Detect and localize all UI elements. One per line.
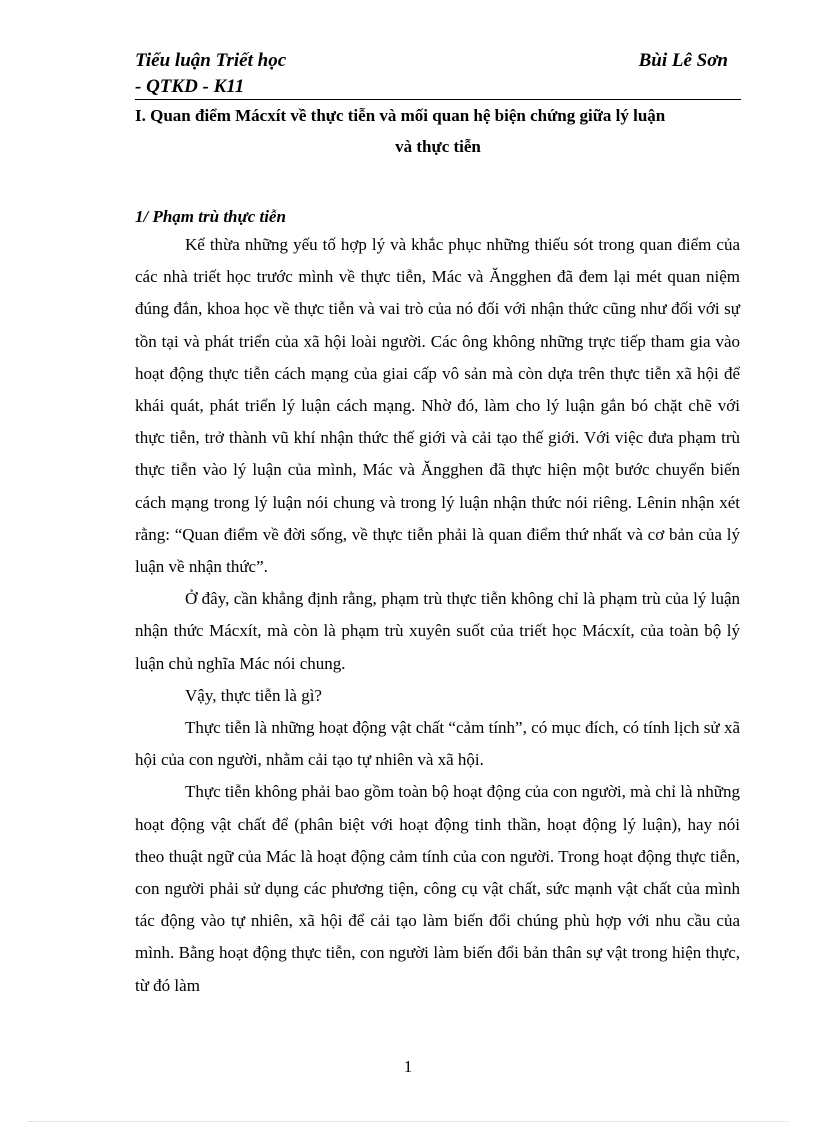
page-header xyxy=(135,50,740,100)
paragraph: Ở đây, cần khẳng định rằng, phạm trù thực tiễn không chỉ là phạm trù của lý luận nhận thức Mácxít, mà còn là phạm trù xuyên suốt của triết học Mácxít, của toàn bộ lý luận chủ nghĩa Mác nói chung. xyxy=(135,589,740,673)
paragraph: Vậy, thực tiễn là gì? xyxy=(185,685,322,705)
header-course-title: Tiểu luận Triết học xyxy=(135,50,287,71)
page-bottom-divider xyxy=(28,1121,788,1122)
chapter-title-line1: I. Quan điểm Mácxít về thực tiễn và mối quan hệ biện chứng giữa lý luận xyxy=(135,106,666,125)
chapter-title-line2: và thực tiễn xyxy=(395,137,481,156)
paragraph: Kế thừa những yếu tố hợp lý và khắc phục những thiếu sót trong quan điểm của các nhà triết học trước mình về thực tiễn, Mác và Ăngghen đã đem lại mét quan niệm đúng đắn, khoa học về thực tiễn và vai trò của nó đối với nhận thức cũng như đối với sự tồn tại và phát triển của xã hội loài người. Các ông không những trực tiếp tham gia vào hoạt động thực tiễn cách mạng của giai cấp vô sản mà còn dựa trên thực tiễn xã hội để khái quát, phát triển lý luận cách mạng. Nhờ đó, làm cho lý luận gắn bó chặt chẽ với thực tiễn, trở thành vũ khí nhận thức thế giới và cải tạo thế giới. Với việc đưa phạm trù thực tiễn vào lý luận của mình, Mác và Ăngghen đã thực hiện một bước chuyển biến cách mạng trong lý luận nói chung và trong lý luận nhận thức nói riêng. Lênin nhận xét rằng: “Quan điểm về đời sống, về thực tiễn phải là quan điểm thứ nhất và cơ bản của lý luận về nhận thức”. xyxy=(135,235,740,577)
chapter-title xyxy=(135,100,741,162)
body-text xyxy=(135,229,740,1002)
page-number: 1 xyxy=(403,1057,413,1076)
header-class-code: - QTKD - K11 xyxy=(135,76,245,97)
header-author: Bùi Lê Sơn xyxy=(638,50,728,71)
section-heading: 1/ Phạm trù thực tiễn xyxy=(135,207,286,226)
paragraph: Thực tiễn không phải bao gồm toàn bộ hoạt động của con người, mà chỉ là những hoạt động vật chất để (phân biệt với hoạt động tinh thần, hoạt động lý luận), hay nói theo thuật ngữ của Mác là hoạt động cảm tính của con người. Trong hoạt động thực tiễn, con người phải sử dụng các phương tiện, công cụ vật chất, sức mạnh vật chất của mình tác động vào tự nhiên, xã hội để cải tạo làm biến đổi chúng phù hợp với nhu cầu của mình. Bằng hoạt động thực tiễn, con người làm biến đổi bản thân sự vật trong hiện thực, từ đó làm xyxy=(135,782,740,995)
paragraph: Thực tiễn là những hoạt động vật chất “cảm tính”, có mục đích, có tính lịch sử xã hội của con người, nhằm cải tạo tự nhiên và xã hội. xyxy=(135,718,740,770)
